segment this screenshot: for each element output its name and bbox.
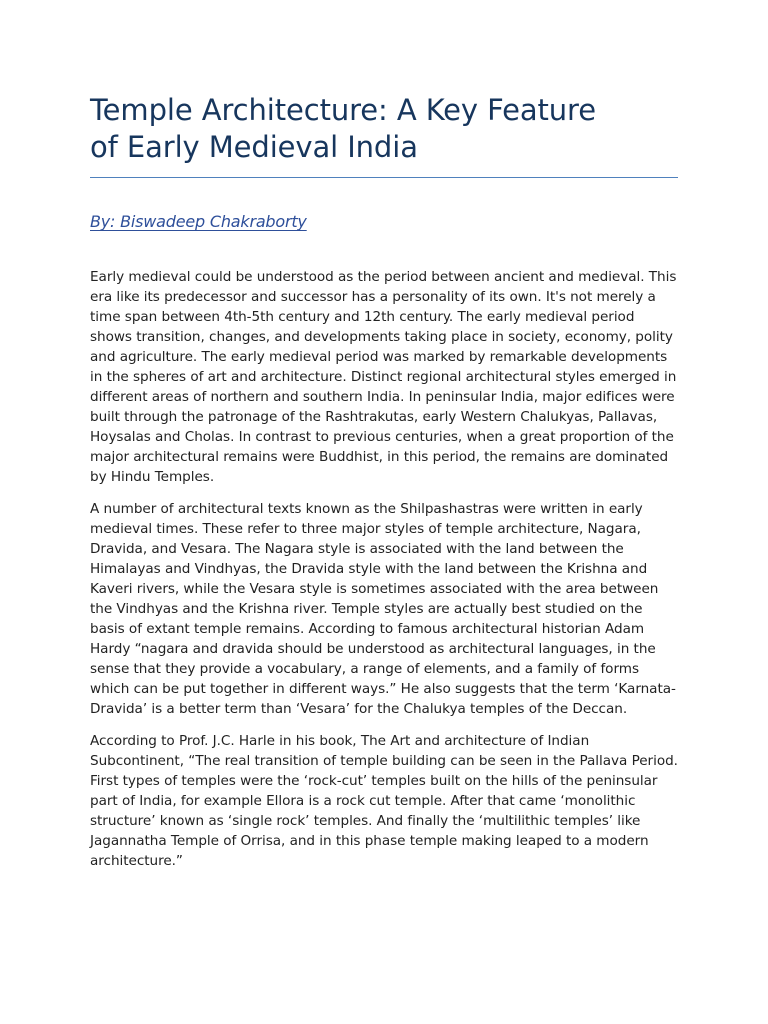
author-byline: By: Biswadeep Chakraborty — [90, 212, 307, 231]
paragraph-3: According to Prof. J.C. Harle in his book, The Art and architecture of Indian Subcontinent, “The real transition of temple building can be seen in the Pallava Period. First types of temples were the ‘rock-cut’ temples built on the hills of the peninsular part of India, for example Ellora is a rock cut temple. After that came ‘monolithic structure’ known as ‘single rock’ temples. And finally the ‘multilithic temples’ like Jagannatha Temple of Orrisa, and in this phase temple making leaped to a modern architecture.” — [90, 733, 678, 869]
paragraph-2: A number of architectural texts known as the Shilpashastras were written in early medieval times. These refer to three major styles of temple architecture, Nagara, Dravida, and Vesara. The Nagara style is associated with the land between the Himalayas and Vindhyas, the Dravida style with the land between the Krishna and Kaveri rivers, while the Vesara style is sometimes associated with the area between the Vindhyas and the Krishna river. Temple styles are actually best studied on the basis of extant temple remains. According to famous architectural historian Adam Hardy “nagara and dravida should be understood as architectural languages, in the sense that they provide a vocabulary, a range of elements, and a family of forms which can be put together in different ways.” He also suggests that the term ‘Karnata-Dravida’ is a better term than ‘Vesara’ for the Chalukya temples of the Deccan. — [90, 501, 676, 717]
title-line-2: of Early Medieval India — [90, 130, 418, 164]
title-line-1: Temple Architecture: A Key Feature — [90, 93, 596, 127]
title-divider — [90, 177, 678, 178]
document-title — [90, 92, 690, 166]
paragraph-1: Early medieval could be understood as the period between ancient and medieval. This era like its predecessor and successor has a personality of its own. It's not merely a time span between 4th-5th century and 12th century. The early medieval period shows transition, changes, and developments taking place in society, economy, polity and agriculture. The early medieval period was marked by remarkable developments in the spheres of art and architecture. Distinct regional architectural styles emerged in different areas of northern and southern India. In peninsular India, major edifices were built through the patronage of the Rashtrakutas, early Western Chalukyas, Pallavas, Hoysalas and Cholas. In contrast to previous centuries, when a great proportion of the major architectural remains were Buddhist, in this period, the remains are dominated by Hindu Temples. — [90, 269, 677, 485]
article-body — [90, 267, 678, 883]
